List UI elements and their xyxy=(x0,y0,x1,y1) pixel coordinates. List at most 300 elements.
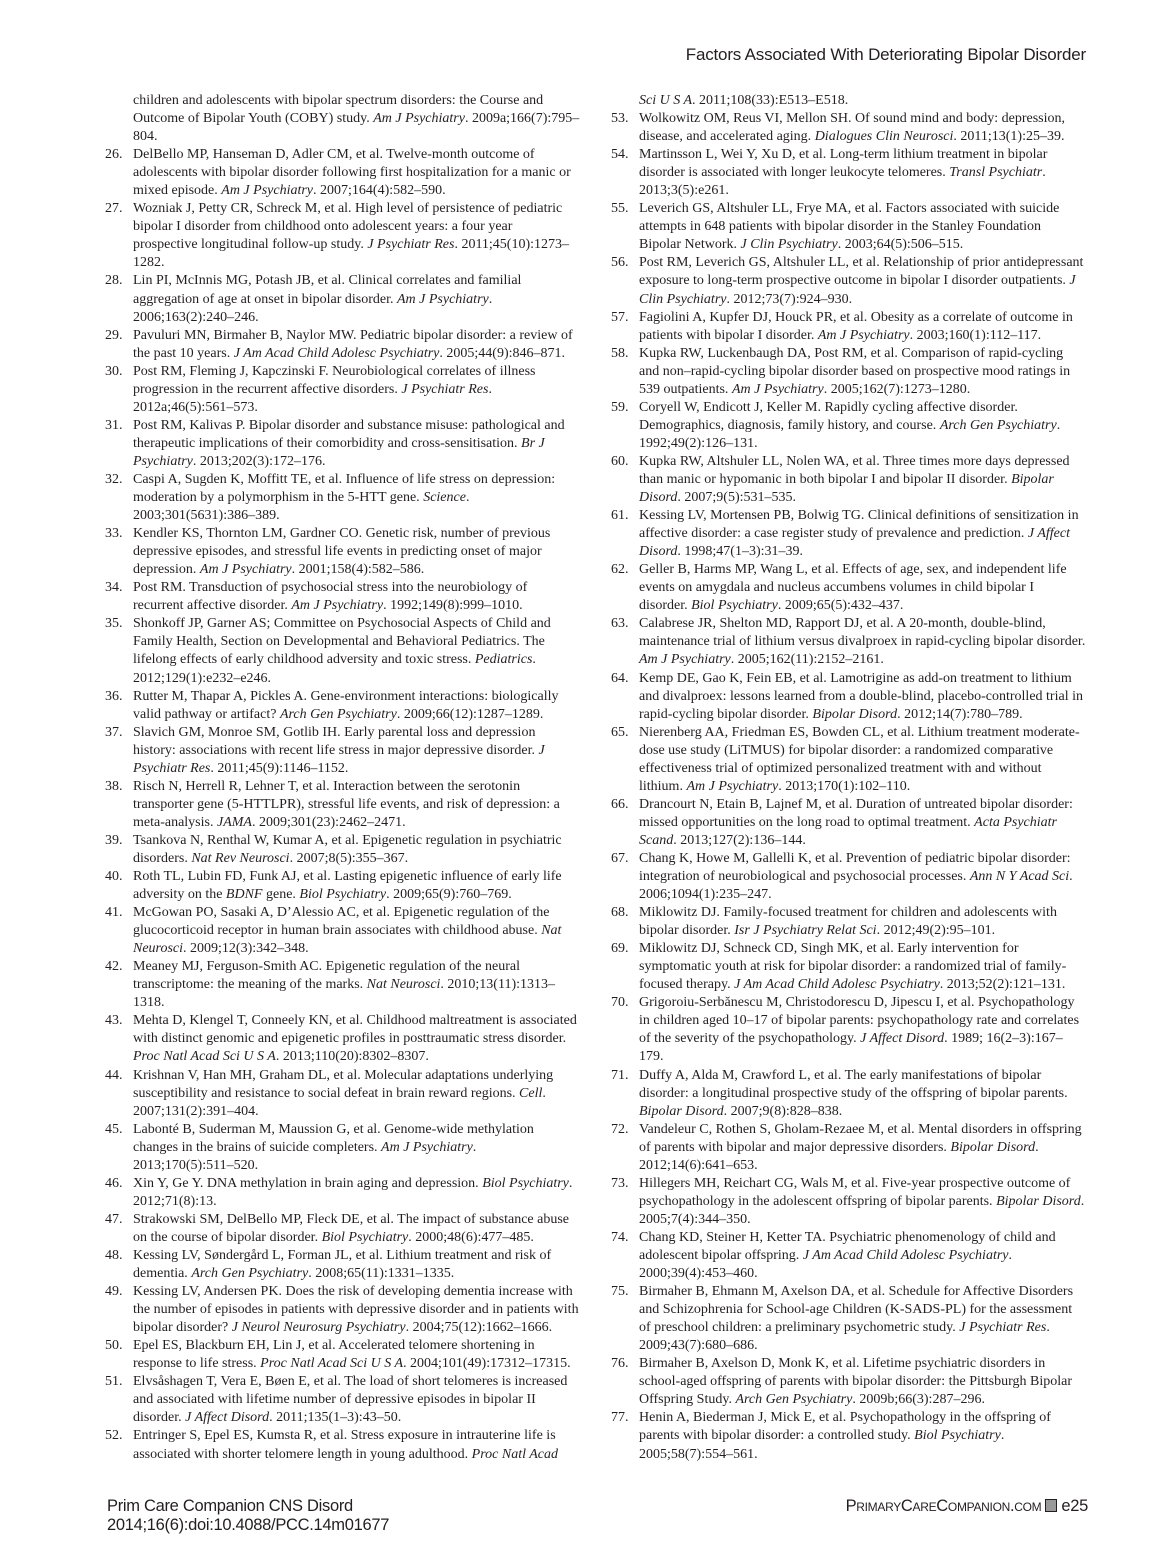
reference-segment: Xin Y, Ge Y. DNA methylation in brain aging and depression. xyxy=(133,1175,483,1191)
reference-text xyxy=(133,92,580,146)
reference-segment: Kessing LV, Søndergård L, Forman JL, et al. Lithium treatment and risk of dementia. xyxy=(133,1248,552,1282)
reference-number: 45. xyxy=(105,1121,123,1137)
reference-number: 70. xyxy=(611,995,629,1011)
reference-number: 43. xyxy=(105,1013,123,1029)
reference-number: 60. xyxy=(611,453,629,469)
reference-segment: Wolkowitz OM, Reus VI, Mellon SH. Of sound mind and body: depression, disease, and accelerated aging. xyxy=(639,111,1065,145)
reference-segment: Chang K, Howe M, Gallelli K, et al. Prevention of pediatric bipolar disorder: integration of neurobiological and psychosocial processes. xyxy=(639,850,1071,885)
reference-segment: Nierenberg AA, Friedman ES, Bowden CL, et al. Lithium treatment moderate-dose use study (LiTMUS) for bipolar disorder: a randomized comparative effectiveness trial of optimized personalized treatment with and without lithium. xyxy=(639,724,1080,794)
reference-item xyxy=(105,724,580,778)
reference-item xyxy=(105,868,580,904)
reference-item xyxy=(105,832,580,868)
reference-item xyxy=(611,994,1086,1066)
reference-text xyxy=(133,1211,580,1247)
journal-title: BDNF xyxy=(225,887,263,903)
journal-title: Br J Psychiatry xyxy=(133,435,545,469)
reference-segment: . 2009;66(12):1287–1289. xyxy=(396,706,544,722)
reference-segment: McGowan PO, Sasaki A, D’Alessio AC, et al. Epigenetic regulation of the glucocorticoid receptor in human brain associates with childhood abuse. xyxy=(133,905,550,939)
reference-segment: . 2011;108(33):E513–E518. xyxy=(692,93,849,108)
reference-number: 36. xyxy=(105,688,123,704)
reference-number: 53. xyxy=(611,111,629,127)
journal-title: Am J Psychiatry xyxy=(373,111,465,127)
reference-item xyxy=(611,254,1086,308)
reference-continuation xyxy=(105,92,580,146)
reference-text xyxy=(133,958,580,1012)
reference-number: 51. xyxy=(105,1374,123,1390)
reference-number: 50. xyxy=(105,1338,123,1354)
reference-item xyxy=(611,850,1086,904)
reference-item xyxy=(611,146,1086,200)
journal-title: Proc Natl Acad Sci U S A xyxy=(260,1356,403,1372)
journal-title: Am J Psychiatry xyxy=(731,381,824,397)
journal-title: Proc Natl Acad Sci U S A xyxy=(133,1049,276,1065)
reference-segment: Epel ES, Blackburn EH, Lin J, et al. Accelerated telomere shortening in response to life stress. xyxy=(133,1338,535,1372)
reference-segment: Krishnan V, Han MH, Graham DL, et al. Molecular adaptations underlying susceptibility and resistance to social defeat in brain reward regions. xyxy=(133,1067,554,1101)
reference-item xyxy=(105,1175,580,1211)
reference-text xyxy=(639,904,1086,940)
journal-title: Arch Gen Psychiatry xyxy=(735,1392,853,1408)
reference-number: 34. xyxy=(105,580,123,596)
reference-segment: . 2009;65(5):432–437. xyxy=(777,598,904,614)
reference-segment: . 2005;7(4):344–350. xyxy=(639,1193,1085,1227)
reference-text xyxy=(639,724,1086,796)
reference-segment: . 2012;14(6):641–653. xyxy=(639,1139,1039,1173)
reference-text xyxy=(639,110,1086,146)
reference-text xyxy=(133,1427,580,1463)
reference-segment: . 2011;45(10):1273–1282. xyxy=(133,237,570,271)
reference-item xyxy=(611,1409,1086,1463)
reference-segment: Vandeleur C, Rothen S, Gholam-Rezaee M, et al. Mental disorders in offspring of parents with bipolar and major depressive disorders. xyxy=(639,1121,1082,1155)
reference-text xyxy=(639,1175,1086,1229)
journal-title: Nat Neurosci xyxy=(366,977,441,993)
reference-number: 59. xyxy=(611,399,629,415)
reference-item xyxy=(105,1337,580,1373)
reference-item xyxy=(611,309,1086,345)
reference-text xyxy=(133,272,580,326)
reference-segment: Leverich GS, Altshuler LL, Frye MA, et al. Factors associated with suicide attempts in 648 patients with bipolar disorder in the Stanley Foundation Bipolar Network. xyxy=(639,201,1060,253)
reference-item xyxy=(105,200,580,272)
reference-text xyxy=(133,525,580,579)
reference-segment: . 2012;129(1):e232–e246. xyxy=(133,652,536,686)
reference-segment: . 2011;45(9):1146–1152. xyxy=(210,760,349,776)
reference-segment: Birmaher B, Axelson D, Monk K, et al. Lifetime psychiatric disorders in school-aged offspring of parents with bipolar disorder: the Pittsburgh Bipolar Offspring Study. xyxy=(639,1356,1073,1408)
reference-segment: . 2006;1094(1):235–247. xyxy=(639,869,1073,903)
journal-title: Arch Gen Psychiatry xyxy=(191,1266,309,1282)
journal-title: Cell xyxy=(519,1085,543,1101)
reference-segment: Post RM, Leverich GS, Altshuler LL, et al. Relationship of prior antidepressant exposure to long-term prospective outcome in bipolar I disorder outpatients. xyxy=(639,255,1084,289)
journal-title: Biol Psychiatry xyxy=(914,1428,1001,1444)
reference-segment: Coryell W, Endicott J, Keller M. Rapidly cycling affective disorder. Demographics, diagnosis, family history, and course. xyxy=(639,399,1018,433)
reference-text xyxy=(133,471,580,525)
reference-segment: Grigoroiu-Serbănescu M, Christodorescu D, Jipescu I, et al. Psychopathology in children aged 10–17 of bipolar parents: psychopathology rate and correlates of the severity of the psychopathology. xyxy=(639,995,1080,1047)
reference-item xyxy=(105,525,580,579)
reference-item xyxy=(611,1355,1086,1409)
reference-segment: Hillegers MH, Reichart CG, Wals M, et al. Five-year prospective outcome of psychopathology in the adolescent offspring of bipolar parents. xyxy=(639,1175,1071,1209)
reference-text xyxy=(639,670,1086,724)
reference-item xyxy=(611,670,1086,724)
reference-segment: Labonté B, Suderman M, Maussion G, et al. Genome-wide methylation changes in the brains of suicide completers. xyxy=(133,1121,534,1155)
journal-title: J Am Acad Child Adolesc Psychiatry xyxy=(233,345,440,361)
reference-text xyxy=(133,417,580,471)
reference-item xyxy=(105,471,580,525)
reference-number: 48. xyxy=(105,1248,123,1263)
reference-text xyxy=(639,345,1086,399)
reference-text xyxy=(133,1247,580,1283)
reference-segment: Kessing LV, Andersen PK. Does the risk of developing dementia increase with the number of episodes in patients with depressive disorder and in patients with bipolar disorder? xyxy=(133,1284,579,1336)
reference-segment: . 2010;13(11):1313–1318. xyxy=(133,977,556,1011)
reference-number: 67. xyxy=(611,850,629,866)
reference-text xyxy=(639,254,1086,308)
running-title: Factors Associated With Deteriorating Bipolar Disorder xyxy=(685,45,1086,64)
reference-segment: Post RM, Kalivas P. Bipolar disorder and substance misuse: pathological and therapeutic implications of their comorbidity and cross-sensitisation. xyxy=(133,417,565,451)
reference-segment: . 2003;301(5631):386–389. xyxy=(133,490,470,524)
reference-segment: . 1992;49(2):126–131. xyxy=(639,417,1061,451)
reference-number: 55. xyxy=(611,201,629,217)
reference-segment: . 2009;43(7):680–686. xyxy=(639,1320,1050,1354)
reference-number: 31. xyxy=(105,417,123,433)
journal-title: J Am Acad Child Adolesc Psychiatry xyxy=(802,1248,1009,1263)
journal-title: J Am Acad Child Adolesc Psychiatry xyxy=(734,977,940,993)
reference-segment: . 2001;158(4):582–586. xyxy=(291,562,425,578)
reference-segment: Roth TL, Lubin FD, Funk AJ, et al. Lasting epigenetic influence of early life adversity on the xyxy=(133,869,562,903)
reference-segment: . 2012;14(7):780–789. xyxy=(897,706,1023,722)
reference-segment: . 1992;149(8):999–1010. xyxy=(383,598,523,614)
reference-segment: Entringer S, Epel ES, Kumsta R, et al. Stress exposure in intrauterine life is associated with shorter telomere length in young adulthood. xyxy=(133,1428,556,1462)
reference-number: 41. xyxy=(105,905,123,921)
reference-segment: . 2009;65(9):760–769. xyxy=(386,887,512,903)
reference-text xyxy=(639,615,1086,669)
journal-title: Dialogues Clin Neurosci xyxy=(814,129,954,145)
reference-segment: Mehta D, Klengel T, Conneely KN, et al. Childhood maltreatment is associated with distinct genomic and epigenetic profiles in posttraumatic stress disorder. xyxy=(133,1013,577,1047)
reference-number: 64. xyxy=(611,670,629,686)
reference-segment: Caspi A, Sugden K, Moffitt TE, et al. Influence of life stress on depression: moderation by a polymorphism in the 5-HTT gene. xyxy=(133,471,556,506)
reference-segment: Lin PI, McInnis MG, Potash JB, et al. Clinical correlates and familial aggregation of age at onset in bipolar disorder. xyxy=(133,273,522,307)
reference-item xyxy=(105,146,580,200)
reference-segment: Birmaher B, Ehmann M, Axelson DA, et al. Schedule for Affective Disorders and Schizophrenia for School-age Children (K-SADS-PL) for the assessment of preschool children: a preliminary psychometric study. xyxy=(639,1284,1074,1336)
reference-number: 68. xyxy=(611,905,629,921)
reference-segment: . 2007;9(8):828–838. xyxy=(723,1103,843,1119)
reference-number: 74. xyxy=(611,1229,629,1245)
reference-number: 62. xyxy=(611,562,629,578)
reference-segment: Kendler KS, Thornton LM, Gardner CO. Genetic risk, number of previous depressive episodes, and stressful life events in predicting onset of major depression. xyxy=(133,526,551,578)
journal-title: Arch Gen Psychiatry xyxy=(279,706,397,722)
footer-site xyxy=(846,1497,1088,1516)
journal-doi: 2014;16(6):doi:10.4088/PCC.14m01677 xyxy=(107,1516,390,1534)
reference-segment: . 2006;163(2):240–246. xyxy=(133,291,493,325)
reference-text xyxy=(133,1067,580,1121)
journal-title: Nat Neurosci xyxy=(133,923,562,957)
reference-number: 61. xyxy=(611,508,629,524)
journal-title: Nat Rev Neurosci xyxy=(191,850,290,866)
journal-title: Pediatrics xyxy=(474,652,533,668)
reference-segment: . 2013;3(5):e261. xyxy=(639,165,1046,199)
journal-title: J Clin Psychiatry xyxy=(740,237,838,253)
reference-segment: . 2013;170(1):102–110. xyxy=(778,778,911,794)
reference-segment: . 2013;110(20):8302–8307. xyxy=(275,1049,429,1065)
journal-title: Am J Psychiatry xyxy=(639,652,731,668)
journal-title: Am J Psychiatry xyxy=(291,598,384,614)
journal-title: Bipolar Disord xyxy=(996,1193,1081,1209)
reference-segment: Drancourt N, Etain B, Lajnef M, et al. Duration of untreated bipolar disorder: missed opportunities on the long road to optimal treatment. xyxy=(639,796,1073,830)
reference-segment: . 2005;44(9):846–871. xyxy=(439,345,565,361)
reference-item xyxy=(105,1067,580,1121)
reference-number: 73. xyxy=(611,1175,629,1191)
reference-text xyxy=(639,561,1086,615)
reference-number: 76. xyxy=(611,1356,629,1372)
reference-continuation xyxy=(611,92,1086,110)
reference-number: 66. xyxy=(611,796,629,812)
reference-text xyxy=(639,850,1086,904)
reference-segment: . 2003;160(1):112–117. xyxy=(909,327,1042,343)
reference-text xyxy=(639,507,1086,561)
reference-segment: . 2011;135(1–3):43–50. xyxy=(269,1410,402,1426)
reference-segment: Wozniak J, Petty CR, Schreck M, et al. High level of persistence of pediatric bipolar I disorder from childhood onto adolescent years: a four year prospective longitudinal follow-up study. xyxy=(133,201,563,253)
reference-text xyxy=(133,327,580,363)
reference-item xyxy=(611,1067,1086,1121)
journal-title: Proc Natl Acad xyxy=(471,1446,558,1462)
journal-title: Acta Psychiatr Scand xyxy=(639,814,1057,848)
reference-item xyxy=(611,507,1086,561)
journal-title: Am J Psychiatry xyxy=(817,327,910,343)
reference-item xyxy=(611,110,1086,146)
reference-segment: . 2012a;46(5):561–573. xyxy=(133,381,492,415)
reference-segment: Strakowski SM, DelBello MP, Fleck DE, et al. The impact of substance abuse on the course of bipolar disorder. xyxy=(133,1211,570,1245)
reference-number: 29. xyxy=(105,327,123,343)
reference-text xyxy=(639,1229,1086,1283)
reference-item xyxy=(611,399,1086,453)
reference-item xyxy=(105,1373,580,1427)
reference-item xyxy=(105,417,580,471)
reference-segment: Calabrese JR, Shelton MD, Rapport DJ, et al. A 20-month, double-blind, maintenance trial of lithium versus divalproex in rapid-cycling bipolar disorder. xyxy=(639,616,1086,650)
reference-text xyxy=(639,92,1086,110)
reference-number: 37. xyxy=(105,724,123,740)
site-link[interactable]: PrimaryCareCompanion.com xyxy=(845,1497,1042,1515)
reference-text xyxy=(639,309,1086,345)
journal-title: J Psychiatr Res xyxy=(401,381,489,397)
reference-item xyxy=(611,1121,1086,1175)
reference-item xyxy=(105,1247,580,1283)
reference-number: 38. xyxy=(105,778,123,794)
journal-title: J Clin Psychiatry xyxy=(639,273,1076,307)
reference-segment: . 2005;162(7):1273–1280. xyxy=(823,381,971,397)
journal-title: J Affect Disord xyxy=(185,1410,270,1426)
journal-title: Isr J Psychiatry Relat Sci xyxy=(734,923,877,939)
reference-segment: . 2012;73(7):924–930. xyxy=(726,291,853,307)
reference-text xyxy=(133,363,580,417)
reference-segment: Geller B, Harms MP, Wang L, et al. Effects of age, sex, and independent life events on amygdala and nucleus accumbens volumes in child bipolar I disorder. xyxy=(639,562,1067,614)
reference-number: 32. xyxy=(105,471,123,487)
reference-segment: . 2000;48(6):477–485. xyxy=(408,1229,534,1245)
reference-segment: . 2003;64(5):506–515. xyxy=(837,237,964,253)
reference-segment: . 2007;9(5):531–535. xyxy=(677,490,796,506)
journal-title: Am J Psychiatry xyxy=(221,183,314,199)
reference-segment: . 1989; 16(2–3):167–179. xyxy=(639,1031,1063,1065)
journal-title: Bipolar Disord xyxy=(639,1103,724,1119)
reference-text xyxy=(133,1283,580,1337)
reference-text xyxy=(639,1121,1086,1175)
reference-item xyxy=(611,1229,1086,1283)
reference-number: 42. xyxy=(105,959,123,975)
reference-item xyxy=(105,1283,580,1337)
reference-item xyxy=(611,796,1086,850)
reference-number: 52. xyxy=(105,1428,123,1444)
reference-text xyxy=(133,579,580,615)
reference-segment: DelBello MP, Hanseman D, Adler CM, et al. Twelve-month outcome of adolescents with bipolar disorder following first hospitalization for a manic or mixed episode. xyxy=(133,147,571,199)
reference-text xyxy=(639,940,1086,994)
reference-segment: . 2013;127(2):136–144. xyxy=(673,832,806,848)
reference-segment: Duffy A, Alda M, Crawford L, et al. The early manifestations of bipolar disorder: a longitudinal prospective study of the offspring of bipolar parents. xyxy=(639,1067,1068,1101)
reference-number: 46. xyxy=(105,1175,123,1191)
journal-citation xyxy=(107,1497,389,1535)
reference-number: 65. xyxy=(611,724,629,740)
reference-number: 30. xyxy=(105,363,123,379)
journal-title: JAMA xyxy=(216,814,252,830)
reference-number: 69. xyxy=(611,941,629,957)
reference-item xyxy=(611,200,1086,254)
reference-text xyxy=(133,904,580,958)
reference-segment: . 2007;164(4):582–590. xyxy=(313,183,446,199)
reference-segment: Elvsåshagen T, Vera E, Bøen E, et al. The load of short telomeres is increased and associated with lifetime number of depressive episodes in bipolar II disorder. xyxy=(133,1374,568,1426)
reference-segment: gene. xyxy=(262,887,300,903)
reference-item xyxy=(611,904,1086,940)
reference-segment: Shonkoff JP, Garner AS; Committee on Psychosocial Aspects of Child and Family Health, Section on Developmental and Behavioral Pediatrics. The lifelong effects of early childhood adversity and toxic stress. xyxy=(133,616,551,668)
reference-segment: . 2013;52(2):121–131. xyxy=(939,977,1066,993)
reference-number: 28. xyxy=(105,273,123,289)
reference-segment: . 2012;71(8):13. xyxy=(133,1175,573,1209)
journal-title: Transl Psychiatr xyxy=(949,165,1043,181)
reference-segment: Miklowitz DJ. Family-focused treatment for children and adolescents with bipolar disorder. xyxy=(639,905,1057,939)
journal-title: Am J Psychiatry xyxy=(396,291,489,307)
reference-item xyxy=(105,1012,580,1066)
reference-segment: . 2009b;66(3):287–296. xyxy=(852,1392,985,1408)
reference-segment: Meaney MJ, Ferguson-Smith AC. Epigenetic regulation of the neural transcriptome: the meaning of the marks. xyxy=(133,959,521,993)
reference-text xyxy=(133,1012,580,1066)
reference-segment: . 2005;58(7):554–561. xyxy=(639,1428,1005,1462)
reference-item xyxy=(105,904,580,958)
journal-title: J Psychiatr Res xyxy=(133,742,545,776)
reference-number: 40. xyxy=(105,869,123,885)
journal-title: Bipolar Disord xyxy=(950,1139,1036,1155)
reference-text xyxy=(639,1355,1086,1409)
reference-number: 54. xyxy=(611,147,629,163)
journal-title: Biol Psychiatry xyxy=(299,887,387,903)
reference-number: 39. xyxy=(105,832,123,848)
reference-segment: Kessing LV, Mortensen PB, Bolwig TG. Clinical definitions of sensitization in affective disorder: a case register study of prevalence and prediction. xyxy=(639,508,1079,542)
reference-number: 58. xyxy=(611,345,629,361)
reference-text xyxy=(133,146,580,200)
journal-title: J Affect Disord xyxy=(639,526,1070,560)
reference-text xyxy=(133,778,580,832)
reference-segment: Kemp DE, Gao K, Fein EB, et al. Lamotrigine as add-on treatment to lithium and divalproex: lessons learned from a double-blind, placebo-controlled trial in rapid-cycling bipolar disorder. xyxy=(639,670,1083,722)
reference-text xyxy=(639,146,1086,200)
reference-text xyxy=(133,1175,580,1211)
reference-segment: Pavuluri MN, Birmaher B, Naylor MW. Pediatric bipolar disorder: a review of the past 10 years. xyxy=(133,327,573,361)
reference-text xyxy=(639,1409,1086,1463)
references-right-column xyxy=(611,92,1086,1464)
reference-item xyxy=(611,345,1086,399)
reference-segment: . 1998;47(1–3):31–39. xyxy=(677,544,803,560)
reference-number: 44. xyxy=(105,1067,123,1083)
reference-segment: . 2011;13(1):25–39. xyxy=(953,129,1065,145)
reference-segment: Tsankova N, Renthal W, Kumar A, et al. Epigenetic regulation in psychiatric disorders. xyxy=(133,832,562,866)
reference-text xyxy=(133,832,580,868)
reference-segment: . 2005;162(11):2152–2161. xyxy=(730,652,884,668)
journal-title: Ann N Y Acad Sci xyxy=(969,869,1070,885)
reference-segment: . 2012;49(2):95–101. xyxy=(876,923,996,939)
journal-title: Biol Psychiatry xyxy=(321,1229,409,1245)
reference-text xyxy=(639,1067,1086,1121)
journal-title: Arch Gen Psychiatry xyxy=(939,417,1057,433)
reference-number: 72. xyxy=(611,1121,629,1137)
reference-item xyxy=(611,561,1086,615)
journal-title: Biol Psychiatry xyxy=(691,598,778,614)
reference-segment: . 2008;65(11):1331–1335. xyxy=(308,1266,455,1282)
journal-name: Prim Care Companion CNS Disord xyxy=(107,1497,353,1515)
reference-segment: Chang KD, Steiner H, Ketter TA. Psychiatric phenomenology of child and adolescent bipolar offspring. xyxy=(639,1229,1056,1263)
journal-title: J Psychiatr Res xyxy=(367,237,455,253)
reference-item xyxy=(105,1211,580,1247)
reference-text xyxy=(639,796,1086,850)
reference-segment: . 2013;170(5):511–520. xyxy=(133,1139,477,1173)
reference-segment: Martinsson L, Wei Y, Xu D, et al. Long-term lithium treatment in bipolar disorder is associated with longer leukocyte telomeres. xyxy=(639,147,1048,181)
reference-segment: Post RM, Fleming J, Kapczinski F. Neurobiological correlates of illness progression in the recurrent affective disorders. xyxy=(133,363,536,397)
reference-item xyxy=(105,1121,580,1175)
reference-text xyxy=(133,615,580,687)
reference-number: 63. xyxy=(611,616,629,632)
reference-item xyxy=(105,363,580,417)
reference-item xyxy=(611,1283,1086,1355)
journal-title: Am J Psychiatry xyxy=(199,562,292,578)
reference-text xyxy=(639,200,1086,254)
journal-title: Am J Psychiatry xyxy=(381,1139,473,1155)
reference-text xyxy=(133,688,580,724)
reference-text xyxy=(133,724,580,778)
reference-segment: . 2004;101(49):17312–17315. xyxy=(403,1356,571,1372)
reference-segment: Post RM. Transduction of psychosocial stress into the neurobiology of recurrent affective disorder. xyxy=(133,580,528,614)
reference-item xyxy=(105,579,580,615)
reference-item xyxy=(611,1175,1086,1229)
reference-segment: . 2013;202(3):172–176. xyxy=(192,453,326,469)
references-left-column xyxy=(105,92,580,1464)
reference-number: 57. xyxy=(611,309,629,325)
journal-title: Biol Psychiatry xyxy=(482,1175,569,1191)
reference-item xyxy=(105,615,580,687)
reference-segment: . 2009;12(3):342–348. xyxy=(183,941,309,957)
reference-item xyxy=(105,272,580,326)
journal-title: J Affect Disord xyxy=(860,1031,945,1047)
square-bullet-icon xyxy=(1045,1499,1057,1512)
reference-number: 47. xyxy=(105,1211,123,1227)
reference-segment: children and adolescents with bipolar spectrum disorders: the Course and Outcome of Bipolar Youth (COBY) study. xyxy=(133,93,544,127)
reference-number: 49. xyxy=(105,1284,123,1300)
reference-segment: . 2009a;166(7):795–804. xyxy=(133,111,580,145)
reference-item xyxy=(105,1427,580,1463)
reference-segment: . 2004;75(12):1662–1666. xyxy=(405,1320,553,1336)
journal-title: Science xyxy=(423,490,466,506)
reference-segment: Rutter M, Thapar A, Pickles A. Gene-environment interactions: biologically valid pathway or artifact? xyxy=(133,688,559,722)
reference-text xyxy=(133,1337,580,1373)
reference-item xyxy=(611,453,1086,507)
reference-segment: Slavich GM, Monroe SM, Gotlib IH. Early parental loss and depression history: associations with recent life stress in major depressive disorder. xyxy=(133,724,539,758)
reference-segment: Kupka RW, Luckenbaugh DA, Post RM, et al. Comparison of rapid-cycling and non–rapid-cycling bipolar disorder based on prospective mood ratings in 539 outpatients. xyxy=(639,345,1071,397)
reference-item xyxy=(105,688,580,724)
reference-segment: . 2000;39(4):453–460. xyxy=(639,1248,1012,1282)
reference-number: 75. xyxy=(611,1284,629,1300)
reference-item xyxy=(611,615,1086,669)
reference-text xyxy=(639,453,1086,507)
reference-number: 33. xyxy=(105,526,123,542)
reference-segment: Risch N, Herrell R, Lehner T, et al. Interaction between the serotonin transporter gene (5-HTTLPR), stressful life events, and risk of depression: a meta-analysis. xyxy=(133,778,560,830)
